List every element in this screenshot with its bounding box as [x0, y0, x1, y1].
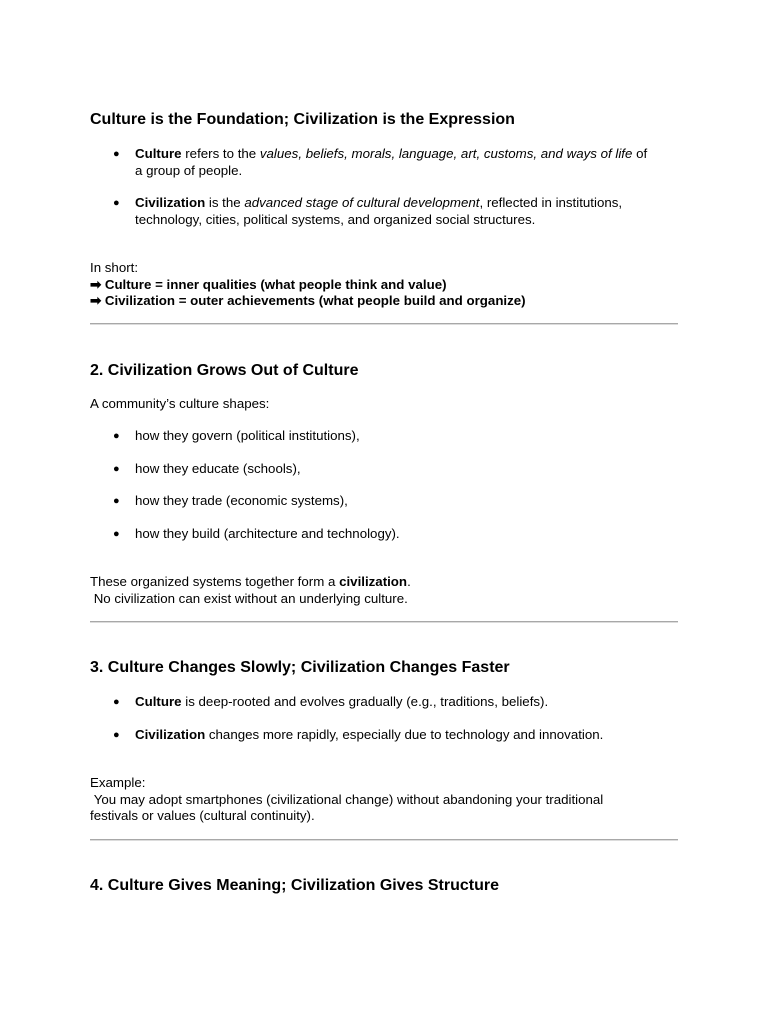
list-item: ● Civilization is the advanced stage of cultural development, reflected in institutions, technology, cities, political systems, and organized social structures. [113, 195, 623, 227]
example-label: Example: [90, 775, 146, 790]
term-civilization: Civilization [135, 195, 206, 210]
list-item: ● how they trade (economic systems), [113, 493, 348, 508]
section-heading: 2. Civilization Grows Out of Culture [90, 362, 359, 379]
example-text: You may adopt smartphones (civilizational change) without abandoning your traditional festivals or values (cultural continuity). [90, 791, 607, 823]
bullet-icon: ● [113, 729, 120, 741]
term-culture: Culture [135, 146, 182, 161]
list-item: ● how they educate (schools), [113, 461, 301, 476]
section-heading: Culture is the Foundation; Civilization is the Expression [90, 111, 515, 128]
list-item: ● Culture is deep-rooted and evolves gradually (e.g., traditions, beliefs). [113, 694, 549, 709]
list-item: ● how they build (architecture and technology). [113, 526, 400, 541]
bullet-icon: ● [113, 148, 120, 160]
divider [90, 839, 678, 841]
summary-block [90, 260, 678, 310]
section-heading: 4. Culture Gives Meaning; Civilization Gives Structure [90, 877, 499, 894]
example-block [90, 775, 630, 825]
section-closing: These organized systems together form a civilization. No civilization can exist without an underlying culture. [90, 574, 411, 606]
bullet-icon: ● [113, 696, 120, 708]
summary-line: ➡ Civilization = outer achievements (what people build and organize) [90, 293, 526, 308]
bullet-icon: ● [113, 463, 120, 475]
bullet-icon: ● [113, 430, 120, 442]
summary-intro: In short: [90, 260, 139, 275]
bullet-icon: ● [113, 197, 120, 209]
divider [90, 323, 678, 325]
summary-line: ➡ Culture = inner qualities (what people think and value) [90, 276, 447, 292]
section-heading: 3. Culture Changes Slowly; Civilization Changes Faster [90, 659, 510, 676]
bullet-icon: ● [113, 495, 120, 507]
divider [90, 621, 678, 623]
list-item: ● how they govern (political institutions), [113, 428, 360, 443]
bullet-icon: ● [113, 528, 120, 540]
section-intro: A community’s culture shapes: [90, 396, 270, 411]
list-item: ● Civilization changes more rapidly, especially due to technology and innovation. [113, 727, 604, 742]
list-item: ● Culture refers to the values, beliefs, morals, language, art, customs, and ways of life of a group of people. [113, 146, 648, 178]
